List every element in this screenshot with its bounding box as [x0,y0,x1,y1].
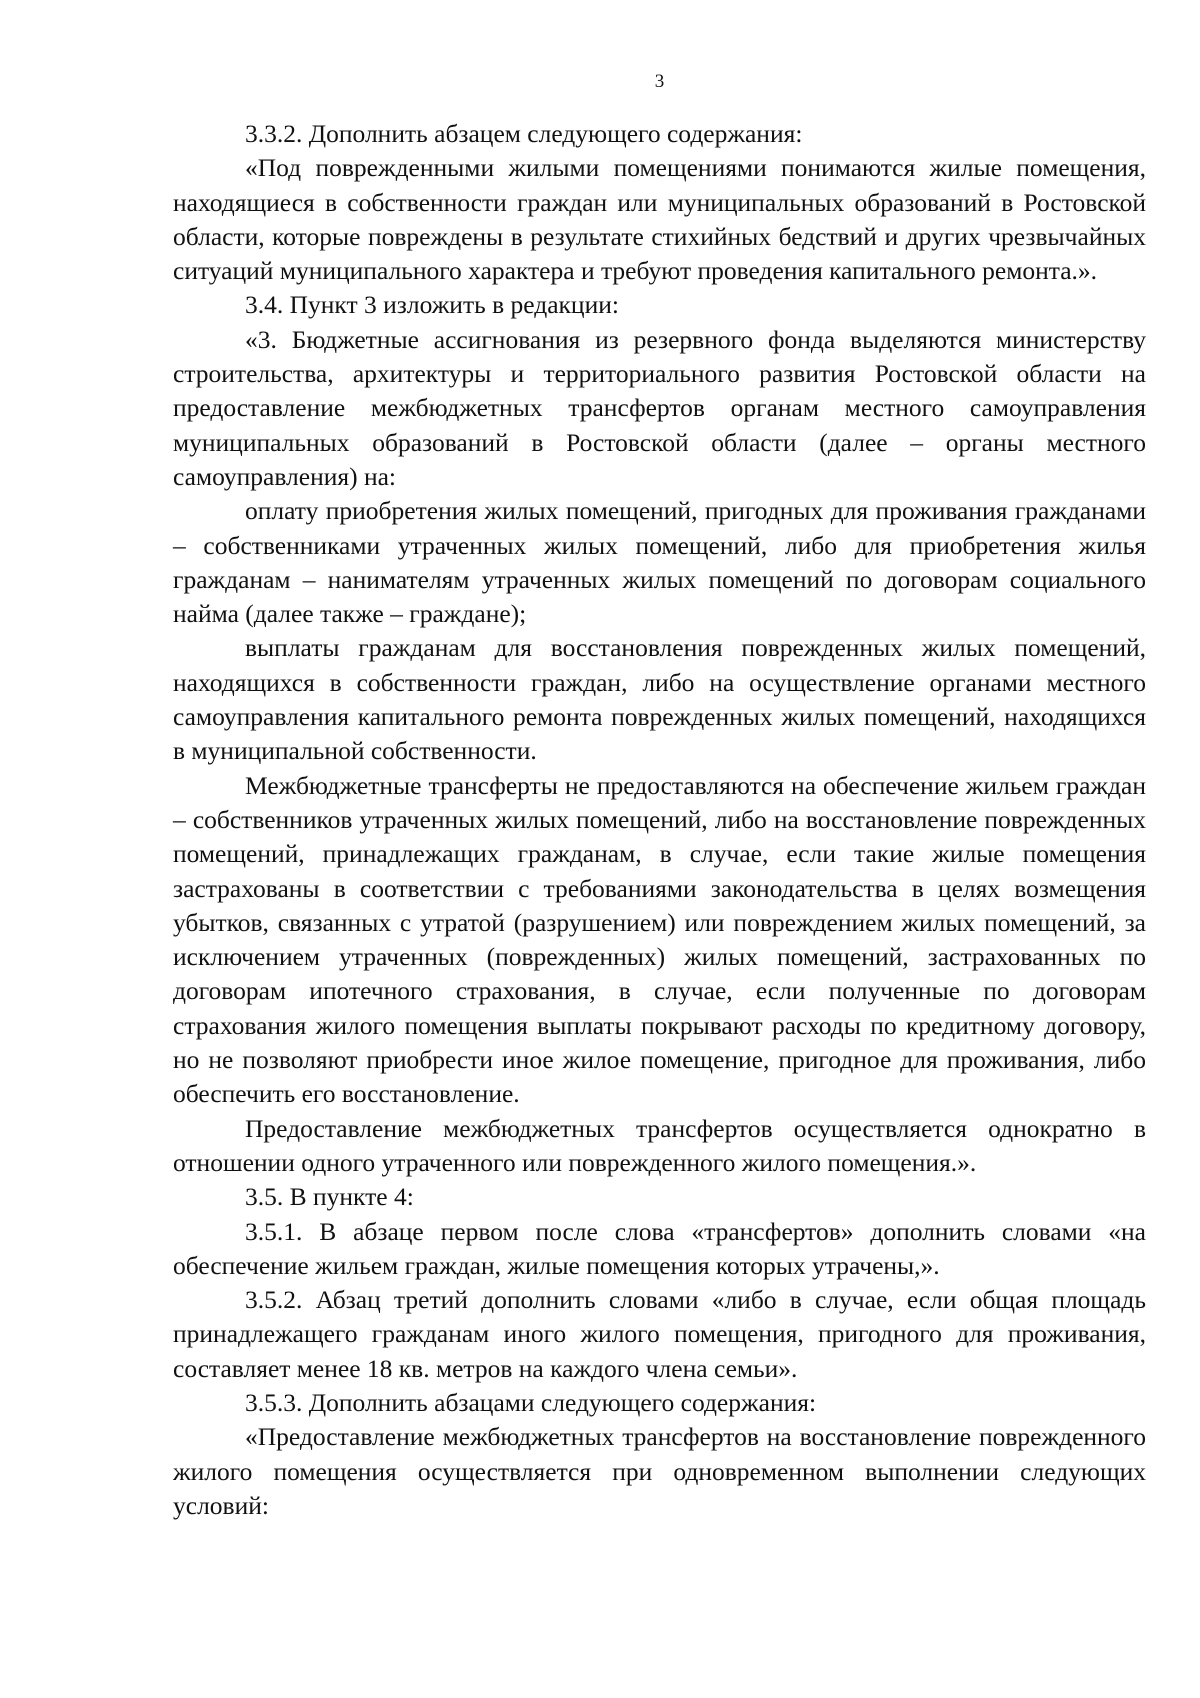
document-body [173,117,1146,1523]
paragraph-one-time-transfer: Предоставление межбюджетных трансфертов осуществляется однократно в отношении одного утраченного или поврежденного жилого помещения.». [173,1113,1146,1177]
paragraph-damaged-premises-definition: «Под поврежденными жилыми помещениями понимаются жилые помещения, находящиеся в собственности граждан или муниципальных образований в Ростовской области, которые повреждены в результате стихийных бедствий и других чрезвычайных ситуаций муниципального характера и требуют проведения капитального ремонта.». [173,153,1146,286]
paragraph-3-3-2-heading: 3.3.2. Дополнить абзацем следующего содержания: [245,119,803,148]
paragraph-3-5-1: 3.5.1. В абзаце первом после слова «трансфертов» дополнить словами «на обеспечение жильем граждан, жилые помещения которых утрачены,». [173,1216,1146,1280]
paragraph-restoration-conditions: «Предоставление межбюджетных трансфертов на восстановление поврежденного жилого помещения осуществляется при одновременном выполнении следующих условий: [173,1422,1146,1520]
paragraph-housing-purchase: оплату приобретения жилых помещений, пригодных для проживания гражданами – собственниками утраченных жилых помещений, либо для приобретения жилья гражданам – нанимателям утраченных жилых помещений по договорам социального найма (далее также – граждане); [173,496,1146,629]
paragraph-3-5-heading: 3.5. В пункте 4: [245,1182,414,1212]
paragraph-3-4-heading: 3.4. Пункт 3 изложить в редакции: [245,290,619,320]
page-number: 3 [654,71,665,92]
paragraph-transfer-exclusions: Межбюджетные трансферты не предоставляются на обеспечение жильем граждан – собственников утраченных жилых помещений, либо на восстановление поврежденных помещений, принадлежащих гражданам, в случае, если такие жилые помещения застрахованы в соответствии с требованиями законодательства в целях возмещения убытков, связанных с утратой (разрушением) или повреждением жилых помещений, за исключением утраченных (поврежденных) жилых помещений, застрахованных по договорам ипотечного страхования, в случае, если полученные по договорам страхования жилого помещения выплаты покрывают расходы по кредитному договору, но не позволяют приобрести иное жилое помещение, пригодное для проживания, либо обеспечить его восстановление. [173,770,1146,1109]
paragraph-3-5-2: 3.5.2. Абзац третий дополнить словами «либо в случае, если общая площадь принадлежащего гражданам иного жилого помещения, пригодного для проживания, составляет менее 18 кв. метров на каждого члена семьи». [173,1285,1146,1383]
paragraph-3-5-3-heading: 3.5.3. Дополнить абзацами следующего содержания: [245,1387,817,1417]
document-page [173,0,1146,1698]
paragraph-budget-allocations: «3. Бюджетные ассигнования из резервного фонда выделяются министерству строительства, архитектуры и территориального развития Ростовской области на предоставление межбюджетных трансфертов органам местного самоуправления муниципальных образований в Ростовской области (далее – органы местного самоуправления) на: [173,324,1146,491]
paragraph-restoration-payments: выплаты гражданам для восстановления поврежденных жилых помещений, находящихся в собственности граждан, либо на осуществление органами местного самоуправления капитального ремонта поврежденных жилых помещений, находящихся в муниципальной собственности. [173,633,1146,766]
